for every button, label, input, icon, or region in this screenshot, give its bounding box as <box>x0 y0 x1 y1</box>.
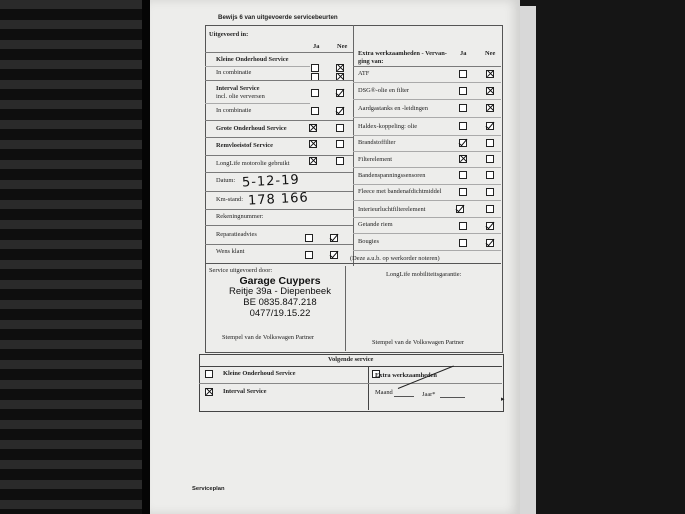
interieur-nee-checkbox[interactable] <box>486 205 494 213</box>
wens-nee-checkbox[interactable] <box>330 251 338 259</box>
garage-stamp <box>220 275 340 320</box>
next-jaar-label: Jaar* <box>422 391 436 398</box>
interieurlucht-label: Interieurluchtfilterelement <box>358 206 426 213</box>
page-title: Bewijs 6 van uitgevoerde servicebeurten <box>218 14 338 21</box>
uitgevoerd-label: Uitgevoerd in: <box>209 31 249 38</box>
bougies-label: Bougies <box>358 238 379 245</box>
banden-nee-checkbox[interactable] <box>486 171 494 179</box>
fleece-nee-checkbox[interactable] <box>486 188 494 196</box>
kleine-ja-checkbox[interactable] <box>311 64 319 72</box>
haldex-ja-checkbox[interactable] <box>459 122 467 130</box>
extra-title-1: Extra werkzaamheden - Vervan- <box>358 50 447 57</box>
longlife-olie-label: LongLife motorolie gebruikt <box>216 160 290 167</box>
getande-riem-label: Getande riem <box>358 221 393 228</box>
brandstof-nee-checkbox[interactable] <box>486 139 494 147</box>
remvloeistof-nee-checkbox[interactable] <box>336 140 344 148</box>
volgende-service-title: Volgende service <box>328 356 374 363</box>
next-kleine-checkbox[interactable] <box>205 370 213 378</box>
right-nee-header: Nee <box>485 50 496 57</box>
pointer-arrow-icon: ▸ <box>501 395 505 403</box>
service-booklet-page <box>150 0 520 514</box>
in-combinatie-1-label: In combinatie <box>216 69 252 76</box>
reparatie-nee-checkbox[interactable] <box>330 234 338 242</box>
grote-ja-checkbox[interactable] <box>309 124 317 132</box>
fleece-label: Fleece met bandenafdichtmiddel <box>358 188 442 195</box>
riem-nee-checkbox[interactable] <box>486 222 494 230</box>
wens-label: Wens klant <box>216 248 245 255</box>
in-combinatie-2-label: In combinatie <box>216 107 252 114</box>
aardgas-ja-checkbox[interactable] <box>459 104 467 112</box>
service-uitgevoerd-label: Service uitgevoerd door: <box>209 267 273 274</box>
brandstoffilter-label: Brandstoffilter <box>358 139 396 146</box>
filterelement-label: Filterelement <box>358 156 393 163</box>
aardgastanks-label: Aardgastanks en -leidingen <box>358 105 428 112</box>
datum-label: Datum: <box>216 177 236 184</box>
stamp-line-address: Reitje 39a - Diepenbeek <box>229 286 331 298</box>
interval-nee-checkbox[interactable] <box>336 89 344 97</box>
dsg-ja-checkbox[interactable] <box>459 87 467 95</box>
interval-ja-checkbox[interactable] <box>311 89 319 97</box>
rekening-label: Rekeningnummer: <box>216 213 264 220</box>
next-kleine-label: Kleine Onderhoud Service <box>223 370 296 377</box>
interieur-ja-checkbox[interactable] <box>456 205 464 213</box>
right-ja-header: Ja <box>460 50 467 57</box>
stamp-line-vat: BE 0835.847.218 <box>243 296 317 308</box>
next-interval-checkbox[interactable] <box>205 388 213 396</box>
riem-ja-checkbox[interactable] <box>459 222 467 230</box>
haldex-label: Haldex-koppeling: olie <box>358 123 418 130</box>
km-value[interactable]: 178 166 <box>247 190 310 209</box>
interval-sub-label: incl. olie verversen <box>216 93 265 100</box>
background-left <box>0 0 150 514</box>
km-label: Km-stand: <box>216 196 243 203</box>
filter-ja-checkbox[interactable] <box>459 155 467 163</box>
next-maand-label: Maand <box>375 389 393 396</box>
aardgas-nee-checkbox[interactable] <box>486 104 494 112</box>
comb2-nee-checkbox[interactable] <box>336 107 344 115</box>
werkorder-note: (Deze a.u.b. op werkorder noteren) <box>350 255 440 262</box>
bougies-nee-checkbox[interactable] <box>486 239 494 247</box>
fleece-ja-checkbox[interactable] <box>459 188 467 196</box>
left-nee-header: Nee <box>337 43 348 50</box>
stempel-label-right: Stempel van de Volkswagen Partner <box>372 339 465 346</box>
bandenspanning-label: Bandenspanningssensoren <box>358 172 426 179</box>
dsg-nee-checkbox[interactable] <box>486 87 494 95</box>
banden-ja-checkbox[interactable] <box>459 171 467 179</box>
longlife-ja-checkbox[interactable] <box>309 157 317 165</box>
stamp-line-name: Garage Cuypers <box>239 275 321 287</box>
atf-nee-checkbox[interactable] <box>486 70 494 78</box>
remvloeistof-ja-checkbox[interactable] <box>309 140 317 148</box>
filter-nee-checkbox[interactable] <box>486 155 494 163</box>
extra-title-2: ging van: <box>358 58 384 65</box>
grote-onderhoud-label: Grote Onderhoud Service <box>216 125 287 132</box>
remvloeistof-label: Remvloeistof Service <box>216 142 273 149</box>
brandstof-ja-checkbox[interactable] <box>459 139 467 147</box>
datum-value[interactable]: 5-12-19 <box>241 172 301 191</box>
background-right <box>520 0 685 514</box>
kleine-onderhoud-label: Kleine Onderhoud Service <box>216 56 289 63</box>
kleine-nee-checkbox[interactable] <box>336 64 344 72</box>
longlife-nee-checkbox[interactable] <box>336 157 344 165</box>
stempel-label-left: Stempel van de Volkswagen Partner <box>222 334 315 341</box>
comb2-ja-checkbox[interactable] <box>311 107 319 115</box>
bougies-ja-checkbox[interactable] <box>459 239 467 247</box>
dsg-label: DSG®-olie en filter <box>358 87 409 94</box>
grote-nee-checkbox[interactable] <box>336 124 344 132</box>
longlife-garantie-label: LongLife mobiliteitsgarantie: <box>386 271 462 278</box>
atf-label: ATF <box>358 70 370 77</box>
next-extra-label: Extra werkzaamheden <box>375 372 437 379</box>
interval-service-label: Interval Service <box>216 85 260 92</box>
atf-ja-checkbox[interactable] <box>459 70 467 78</box>
reparatie-label: Reparatieadvies <box>216 231 257 238</box>
stamp-line-phone: 0477/19.15.22 <box>249 307 311 319</box>
haldex-nee-checkbox[interactable] <box>486 122 494 130</box>
footer-label: Serviceplan <box>192 486 225 492</box>
wens-ja-checkbox[interactable] <box>305 251 313 259</box>
left-ja-header: Ja <box>313 43 320 50</box>
reparatie-ja-checkbox[interactable] <box>305 234 313 242</box>
next-interval-label: Interval Service <box>223 388 267 395</box>
